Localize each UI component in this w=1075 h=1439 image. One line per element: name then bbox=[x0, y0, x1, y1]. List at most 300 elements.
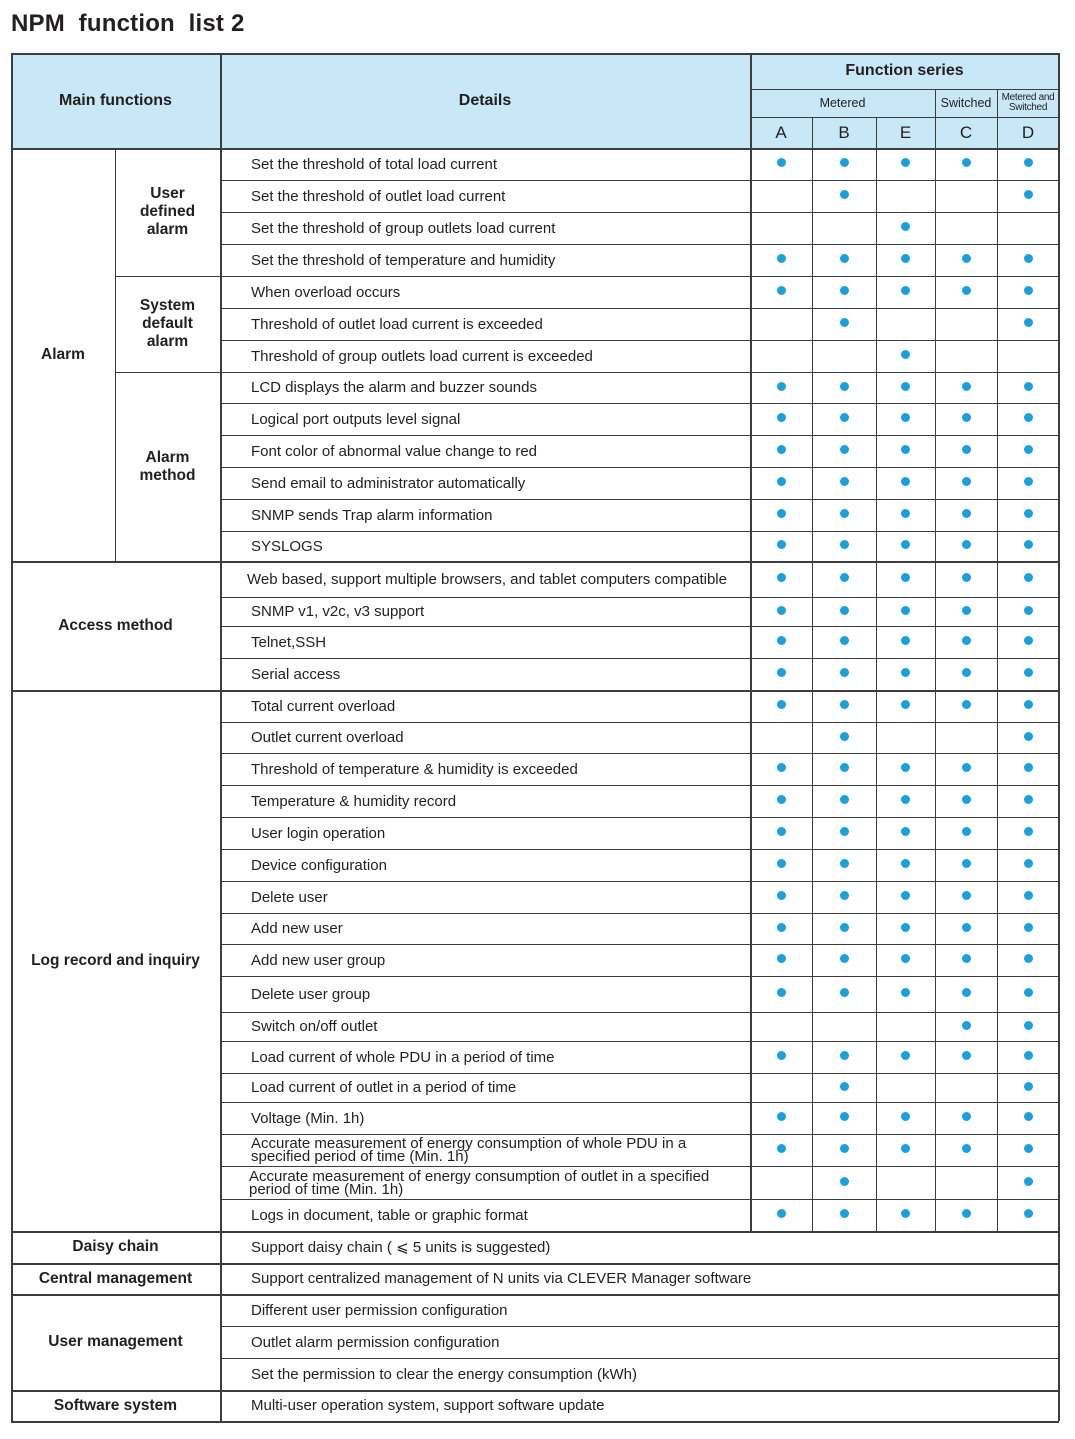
series-b-header bbox=[812, 117, 876, 148]
support-dot bbox=[1024, 606, 1033, 615]
grid-line bbox=[11, 1263, 1059, 1265]
support-dot bbox=[840, 1082, 849, 1091]
support-dot bbox=[1024, 413, 1033, 422]
detail-cell bbox=[220, 913, 750, 944]
support-dot bbox=[901, 827, 910, 836]
support-dot bbox=[901, 891, 910, 900]
detail-cell bbox=[220, 1231, 1059, 1263]
support-dot bbox=[962, 636, 971, 645]
support-dot bbox=[777, 1144, 786, 1153]
detail-cell bbox=[220, 690, 750, 722]
support-dot bbox=[962, 477, 971, 486]
access-method-label-text: Access method bbox=[58, 616, 173, 634]
detail-cell-text: Support daisy chain ( ⩽ 5 units is suggested) bbox=[251, 1238, 551, 1256]
support-dot bbox=[840, 1144, 849, 1153]
detail-cell-text: Outlet current overload bbox=[251, 729, 404, 746]
grid-line bbox=[220, 340, 1059, 341]
detail-cell bbox=[220, 148, 750, 180]
support-dot bbox=[777, 923, 786, 932]
support-dot bbox=[840, 190, 849, 199]
support-dot bbox=[777, 413, 786, 422]
detail-cell bbox=[220, 467, 750, 499]
support-dot bbox=[840, 636, 849, 645]
series-a-header-text: A bbox=[775, 122, 787, 142]
support-dot bbox=[962, 286, 971, 295]
detail-cell-text: Accurate measurement of energy consumption of outlet in a specified period of time (Min. 1h) bbox=[249, 1167, 710, 1198]
grid-line bbox=[115, 276, 1059, 277]
detail-cell bbox=[220, 976, 750, 1012]
support-dot bbox=[777, 859, 786, 868]
switched-header-text: Switched bbox=[940, 96, 992, 110]
detail-cell bbox=[220, 1041, 750, 1073]
support-dot bbox=[840, 318, 849, 327]
support-dot bbox=[1024, 636, 1033, 645]
user-management-label bbox=[11, 1294, 220, 1390]
grid-line bbox=[220, 944, 1059, 945]
detail-cell-text: Outlet alarm permission configuration bbox=[251, 1333, 500, 1351]
detail-cell bbox=[220, 212, 750, 244]
support-dot bbox=[777, 254, 786, 263]
grid-line bbox=[750, 117, 1059, 118]
function-series-header-text: Function series bbox=[845, 62, 964, 79]
support-dot bbox=[777, 540, 786, 549]
detail-cell bbox=[220, 944, 750, 976]
detail-cell bbox=[220, 785, 750, 817]
detail-cell-text: Web based, support multiple browsers, and tablet computers compatible bbox=[247, 570, 727, 588]
support-dot bbox=[840, 1051, 849, 1060]
detail-cell bbox=[220, 499, 750, 531]
support-dot bbox=[901, 606, 910, 615]
support-dot bbox=[962, 413, 971, 422]
support-dot bbox=[962, 606, 971, 615]
support-dot bbox=[1024, 477, 1033, 486]
detail-cell-text: Delete user group bbox=[251, 985, 371, 1003]
alarm-group-label-text: Alarm bbox=[41, 345, 85, 363]
support-dot bbox=[962, 445, 971, 454]
grid-line bbox=[220, 722, 1059, 723]
detail-cell-text: Load current of whole PDU in a period of time bbox=[251, 1048, 555, 1066]
detail-cell-text: Load current of outlet in a period of time bbox=[251, 1079, 517, 1096]
detail-cell bbox=[220, 435, 750, 467]
series-e-header-text: E bbox=[899, 122, 912, 142]
support-dot bbox=[962, 158, 971, 167]
support-dot bbox=[901, 988, 910, 997]
detail-cell-text: Set the threshold of total load current bbox=[251, 155, 497, 173]
grid-line bbox=[11, 53, 13, 1421]
system-default-alarm-label bbox=[115, 276, 220, 372]
detail-cell-text: Threshold of temperature & humidity is exceeded bbox=[251, 760, 578, 778]
detail-cell bbox=[220, 308, 750, 340]
grid-line bbox=[220, 913, 1059, 914]
software-system-label-text: Software system bbox=[53, 1396, 178, 1414]
user-defined-alarm-label-text: User defined alarm bbox=[139, 185, 196, 238]
grid-line bbox=[220, 976, 1059, 977]
grid-line bbox=[220, 1102, 1059, 1103]
support-dot bbox=[962, 827, 971, 836]
support-dot bbox=[840, 988, 849, 997]
support-dot bbox=[840, 700, 849, 709]
main-functions-header-text: Main functions bbox=[59, 91, 172, 109]
support-dot bbox=[901, 1144, 910, 1153]
support-dot bbox=[901, 509, 910, 518]
detail-cell bbox=[220, 1134, 750, 1166]
support-dot bbox=[901, 923, 910, 932]
grid-line bbox=[11, 690, 1059, 692]
support-dot bbox=[901, 540, 910, 549]
grid-line bbox=[935, 117, 936, 1231]
support-dot bbox=[777, 954, 786, 963]
support-dot bbox=[901, 350, 910, 359]
support-dot bbox=[1024, 763, 1033, 772]
detail-cell bbox=[220, 753, 750, 785]
support-dot bbox=[840, 1209, 849, 1218]
detail-cell-text: Logs in document, table or graphic format bbox=[251, 1206, 528, 1224]
detail-cell bbox=[220, 1199, 750, 1231]
detail-cell bbox=[220, 849, 750, 881]
grid-line bbox=[220, 212, 1059, 213]
support-dot bbox=[901, 286, 910, 295]
support-dot bbox=[777, 827, 786, 836]
support-dot bbox=[1024, 382, 1033, 391]
detail-cell-text: SNMP sends Trap alarm information bbox=[251, 506, 493, 524]
support-dot bbox=[901, 954, 910, 963]
support-dot bbox=[840, 763, 849, 772]
support-dot bbox=[1024, 254, 1033, 263]
detail-cell-text: Add new user bbox=[251, 920, 343, 937]
grid-line bbox=[220, 1166, 1059, 1167]
support-dot bbox=[1024, 573, 1033, 582]
support-dot bbox=[777, 445, 786, 454]
grid-line bbox=[220, 403, 1059, 404]
grid-line bbox=[220, 467, 1059, 468]
support-dot bbox=[840, 891, 849, 900]
document-title: NPM function list 2 bbox=[11, 10, 245, 37]
grid-line bbox=[220, 531, 1059, 532]
central-management-label-text: Central management bbox=[38, 1269, 193, 1287]
detail-cell bbox=[220, 658, 750, 690]
detail-cell-text: Logical port outputs level signal bbox=[251, 410, 461, 428]
support-dot bbox=[962, 1112, 971, 1121]
grid-line bbox=[220, 1134, 1059, 1135]
access-method-label bbox=[11, 561, 220, 690]
detail-cell-text: Device configuration bbox=[251, 856, 387, 874]
support-dot bbox=[777, 668, 786, 677]
support-dot bbox=[840, 254, 849, 263]
support-dot bbox=[962, 763, 971, 772]
details-header bbox=[220, 53, 750, 148]
grid-line bbox=[220, 785, 1059, 786]
series-e-header bbox=[876, 117, 935, 148]
daisy-chain-label bbox=[11, 1231, 220, 1263]
detail-cell bbox=[220, 1073, 750, 1102]
support-dot bbox=[962, 795, 971, 804]
support-dot bbox=[840, 477, 849, 486]
alarm-group-label bbox=[11, 148, 115, 561]
grid-line bbox=[750, 89, 1059, 90]
detail-cell bbox=[220, 1326, 1059, 1358]
support-dot bbox=[1024, 540, 1033, 549]
grid-line bbox=[220, 1041, 1059, 1042]
series-d-header bbox=[997, 117, 1059, 148]
support-dot bbox=[1024, 1209, 1033, 1218]
support-dot bbox=[962, 700, 971, 709]
support-dot bbox=[1024, 668, 1033, 677]
support-dot bbox=[962, 1209, 971, 1218]
grid-line bbox=[11, 561, 1059, 563]
detail-cell-text: Set the threshold of outlet load current bbox=[251, 187, 506, 205]
support-dot bbox=[1024, 1177, 1033, 1186]
detail-cell-text: Voltage (Min. 1h) bbox=[251, 1109, 365, 1127]
support-dot bbox=[901, 477, 910, 486]
grid-line bbox=[220, 1199, 1059, 1200]
detail-cell bbox=[220, 597, 750, 626]
log-record-label-text: Log record and inquiry bbox=[31, 951, 200, 969]
grid-line bbox=[220, 499, 1059, 500]
grid-line bbox=[220, 1012, 1059, 1013]
support-dot bbox=[962, 573, 971, 582]
grid-line bbox=[11, 1421, 1059, 1423]
detail-cell-text: LCD displays the alarm and buzzer sounds bbox=[251, 379, 537, 396]
support-dot bbox=[777, 382, 786, 391]
support-dot bbox=[840, 286, 849, 295]
detail-cell-text: Different user permission configuration bbox=[251, 1301, 508, 1319]
detail-cell-text: When overload occurs bbox=[251, 283, 401, 301]
log-record-label bbox=[11, 690, 220, 1231]
detail-cell-text: Threshold of group outlets load current is exceeded bbox=[251, 347, 593, 365]
grid-line bbox=[11, 1294, 1059, 1296]
support-dot bbox=[840, 1112, 849, 1121]
support-dot bbox=[840, 445, 849, 454]
support-dot bbox=[1024, 158, 1033, 167]
support-dot bbox=[777, 700, 786, 709]
support-dot bbox=[962, 891, 971, 900]
support-dot bbox=[840, 954, 849, 963]
support-dot bbox=[901, 700, 910, 709]
main-functions-header bbox=[11, 53, 220, 148]
support-dot bbox=[901, 573, 910, 582]
support-dot bbox=[777, 286, 786, 295]
support-dot bbox=[840, 795, 849, 804]
grid-line bbox=[812, 117, 813, 1231]
detail-cell bbox=[220, 722, 750, 753]
support-dot bbox=[901, 859, 910, 868]
support-dot bbox=[1024, 795, 1033, 804]
detail-cell-text: Send email to administrator automatically bbox=[251, 474, 526, 492]
support-dot bbox=[962, 988, 971, 997]
detail-cell-text: Multi-user operation system, support software update bbox=[251, 1397, 605, 1414]
support-dot bbox=[840, 827, 849, 836]
support-dot bbox=[901, 1209, 910, 1218]
detail-cell bbox=[220, 1166, 750, 1199]
support-dot bbox=[962, 254, 971, 263]
detail-cell bbox=[220, 340, 750, 372]
grid-line bbox=[220, 753, 1059, 754]
detail-cell bbox=[220, 1102, 750, 1134]
detail-cell-text: Total current overload bbox=[251, 697, 396, 715]
switched-header bbox=[935, 89, 997, 117]
support-dot bbox=[840, 606, 849, 615]
support-dot bbox=[1024, 190, 1033, 199]
grid-line bbox=[220, 1358, 1059, 1359]
support-dot bbox=[840, 540, 849, 549]
detail-cell-text: Serial access bbox=[251, 665, 341, 683]
detail-cell bbox=[220, 817, 750, 849]
detail-cell bbox=[220, 1390, 1059, 1421]
support-dot bbox=[777, 795, 786, 804]
detail-cell-text: Telnet,SSH bbox=[251, 633, 327, 651]
user-defined-alarm-label bbox=[115, 148, 220, 276]
detail-cell bbox=[220, 1294, 1059, 1326]
detail-cell-text: Threshold of outlet load current is exceeded bbox=[251, 315, 543, 333]
grid-line bbox=[220, 1326, 1059, 1327]
central-management-label bbox=[11, 1263, 220, 1294]
grid-line bbox=[220, 435, 1059, 436]
support-dot bbox=[962, 1021, 971, 1030]
support-dot bbox=[777, 1209, 786, 1218]
daisy-chain-label-text: Daisy chain bbox=[72, 1238, 159, 1255]
support-dot bbox=[777, 763, 786, 772]
support-dot bbox=[901, 158, 910, 167]
support-dot bbox=[1024, 988, 1033, 997]
support-dot bbox=[962, 668, 971, 677]
support-dot bbox=[1024, 1144, 1033, 1153]
grid-line bbox=[220, 817, 1059, 818]
support-dot bbox=[962, 509, 971, 518]
support-dot bbox=[1024, 1051, 1033, 1060]
support-dot bbox=[1024, 700, 1033, 709]
grid-line bbox=[997, 89, 998, 117]
support-dot bbox=[901, 668, 910, 677]
support-dot bbox=[1024, 286, 1033, 295]
support-dot bbox=[962, 382, 971, 391]
grid-line bbox=[220, 180, 1059, 181]
detail-cell-text: Temperature & humidity record bbox=[251, 792, 457, 810]
grid-line bbox=[11, 1231, 1059, 1233]
detail-cell-text: SNMP v1, v2c, v3 support bbox=[251, 603, 425, 620]
grid-line bbox=[997, 117, 998, 1231]
support-dot bbox=[840, 732, 849, 741]
support-dot bbox=[840, 668, 849, 677]
system-default-alarm-label-text: System default alarm bbox=[139, 297, 196, 350]
detail-cell-text: Font color of abnormal value change to red bbox=[251, 442, 538, 460]
support-dot bbox=[777, 636, 786, 645]
metered-and-switched-header bbox=[997, 89, 1059, 117]
detail-cell-text: Set the permission to clear the energy consumption (kWh) bbox=[251, 1365, 638, 1383]
support-dot bbox=[840, 158, 849, 167]
detail-cell-text: Set the threshold of temperature and humidity bbox=[251, 251, 556, 269]
metered-header bbox=[750, 89, 935, 117]
grid-line bbox=[220, 881, 1059, 882]
detail-cell-text: Accurate measurement of energy consumption of whole PDU in a specified period of time (Min. 1h) bbox=[251, 1135, 687, 1165]
grid-line bbox=[11, 148, 1059, 150]
support-dot bbox=[1024, 891, 1033, 900]
detail-cell-text: User login operation bbox=[251, 824, 386, 842]
support-dot bbox=[962, 923, 971, 932]
detail-cell-text: Add new user group bbox=[251, 951, 386, 969]
support-dot bbox=[901, 636, 910, 645]
support-dot bbox=[840, 859, 849, 868]
support-dot bbox=[901, 1112, 910, 1121]
series-d-header-text: D bbox=[1021, 122, 1035, 142]
detail-cell bbox=[220, 372, 750, 403]
support-dot bbox=[1024, 1021, 1033, 1030]
grid-line bbox=[220, 53, 222, 1421]
detail-cell bbox=[220, 180, 750, 212]
support-dot bbox=[1024, 1112, 1033, 1121]
support-dot bbox=[777, 1112, 786, 1121]
grid-line bbox=[115, 372, 1059, 373]
support-dot bbox=[1024, 954, 1033, 963]
detail-cell bbox=[220, 276, 750, 308]
support-dot bbox=[840, 382, 849, 391]
details-header-text: Details bbox=[458, 91, 512, 109]
support-dot bbox=[777, 606, 786, 615]
detail-cell-text: Support centralized management of N units via CLEVER Manager software bbox=[251, 1270, 752, 1287]
grid-line bbox=[11, 53, 1059, 55]
support-dot bbox=[840, 573, 849, 582]
support-dot bbox=[901, 763, 910, 772]
grid-line bbox=[11, 1390, 1059, 1392]
alarm-method-label bbox=[115, 372, 220, 561]
support-dot bbox=[1024, 859, 1033, 868]
grid-line bbox=[1058, 53, 1060, 1421]
detail-cell bbox=[220, 403, 750, 435]
grid-line bbox=[220, 244, 1059, 245]
grid-line bbox=[750, 53, 752, 1231]
support-dot bbox=[962, 1051, 971, 1060]
support-dot bbox=[777, 1051, 786, 1060]
support-dot bbox=[901, 1051, 910, 1060]
support-dot bbox=[901, 795, 910, 804]
support-dot bbox=[777, 573, 786, 582]
detail-cell bbox=[220, 881, 750, 913]
detail-cell bbox=[220, 561, 750, 597]
detail-cell-text: Switch on/off outlet bbox=[251, 1018, 378, 1035]
grid-line bbox=[220, 308, 1059, 309]
software-system-label bbox=[11, 1390, 220, 1421]
grid-line bbox=[220, 1073, 1059, 1074]
detail-cell bbox=[220, 244, 750, 276]
support-dot bbox=[1024, 318, 1033, 327]
series-c-header-text: C bbox=[959, 122, 973, 142]
grid-line bbox=[220, 597, 1059, 598]
detail-cell bbox=[220, 1012, 750, 1041]
support-dot bbox=[962, 954, 971, 963]
detail-cell bbox=[220, 531, 750, 561]
function-series-header bbox=[750, 53, 1059, 89]
detail-cell bbox=[220, 1358, 1059, 1390]
support-dot bbox=[1024, 509, 1033, 518]
support-dot bbox=[777, 509, 786, 518]
detail-cell-text: Set the threshold of group outlets load current bbox=[251, 219, 556, 237]
alarm-method-label-text: Alarm method bbox=[139, 448, 196, 484]
metered-header-text: Metered bbox=[819, 96, 866, 110]
support-dot bbox=[901, 413, 910, 422]
support-dot bbox=[901, 222, 910, 231]
support-dot bbox=[777, 158, 786, 167]
metered-and-switched-header-text: Metered and Switched bbox=[1001, 92, 1055, 113]
support-dot bbox=[1024, 445, 1033, 454]
support-dot bbox=[777, 891, 786, 900]
user-management-label-text: User management bbox=[48, 1333, 183, 1350]
support-dot bbox=[840, 509, 849, 518]
grid-line bbox=[220, 849, 1059, 850]
detail-cell bbox=[220, 626, 750, 658]
support-dot bbox=[962, 540, 971, 549]
grid-line bbox=[935, 89, 936, 117]
support-dot bbox=[777, 988, 786, 997]
detail-cell-text: SYSLOGS bbox=[251, 537, 323, 555]
